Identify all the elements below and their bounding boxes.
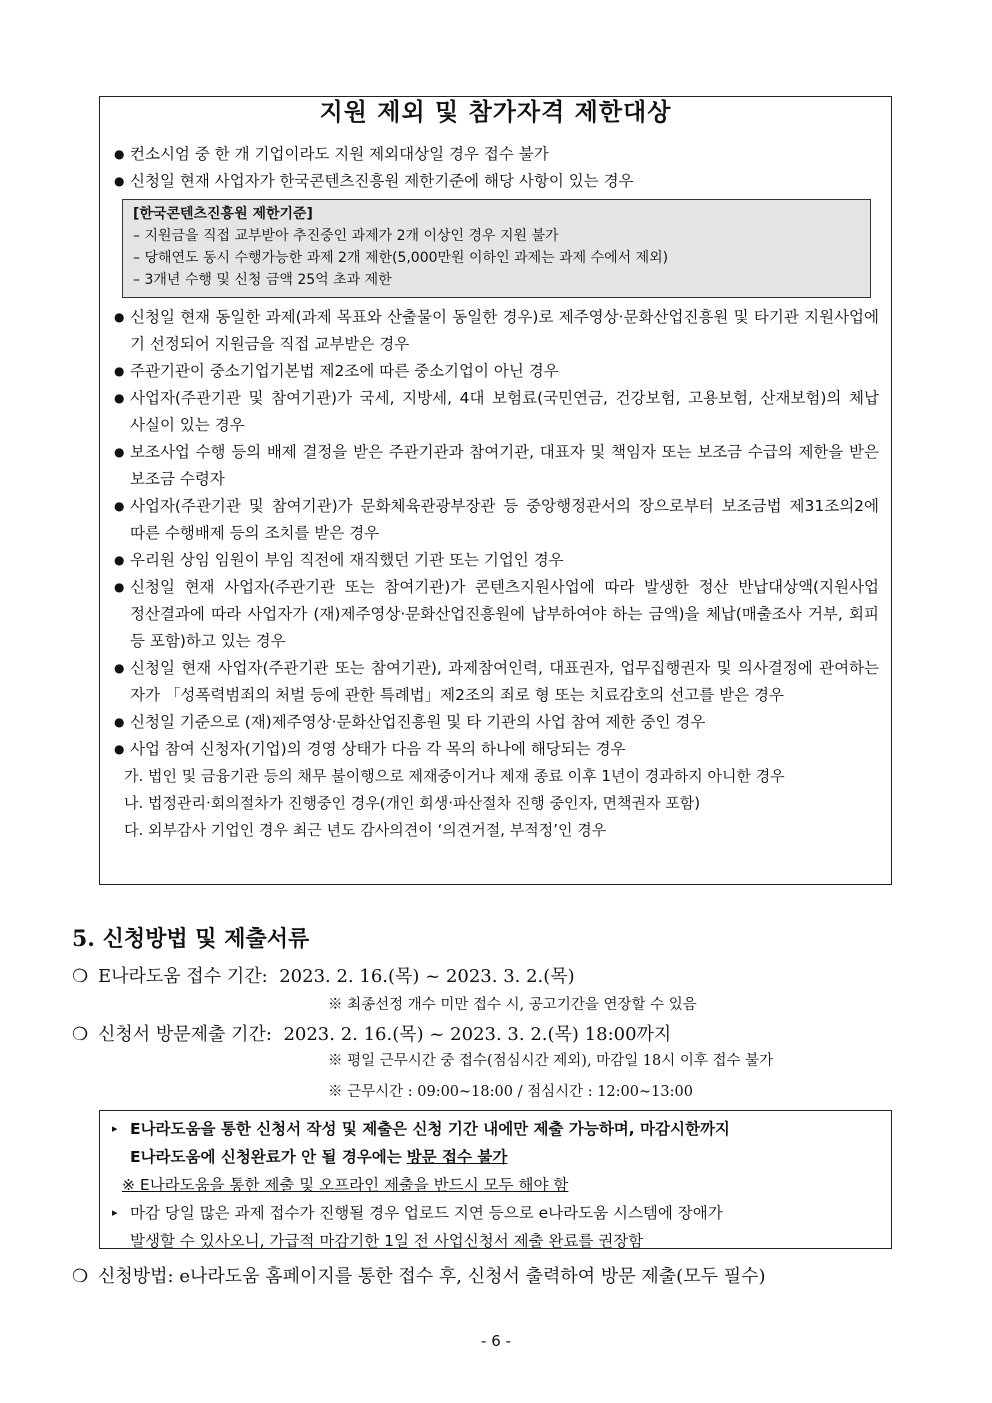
bullet-icon: ● bbox=[114, 661, 125, 675]
restriction-list bbox=[110, 141, 879, 844]
notice-item: ▸ E나라도움을 통한 신청서 작성 및 제출은 신청 기간 내에만 제출 가능하며, 마감시한까지 E나라도움에 신청완료가 안 될 경우에는 방문 접수 불가 bbox=[112, 1115, 881, 1171]
bullet-icon: ● bbox=[114, 445, 125, 459]
enara-note: ※ 최종선정 개수 미만 접수 시, 공고기간을 연장할 수 있음 bbox=[328, 997, 697, 1013]
circle-bullet-icon: ❍ bbox=[72, 966, 89, 987]
bullet-icon: ● bbox=[114, 580, 125, 594]
visit-note-hours: ※ 평일 근무시간 중 접수(점심시간 제외), 마감일 18시 이후 접수 불가 bbox=[328, 1053, 774, 1069]
list-item: ● 사업자(주관기관 및 참여기관)가 문화체육관광부장관 등 중앙행정관서의 장으로부터 보조금법 제31조의2에 따른 수행배제 등의 조치를 받은 경우 bbox=[110, 493, 879, 547]
kocca-criteria-box bbox=[122, 199, 871, 298]
method-line: ❍ 신청방법: e나라도움 홈페이지를 통한 접수 후, 신청서 출력하여 방문 제출(모두 필수) bbox=[72, 1266, 766, 1287]
notice-box bbox=[99, 1110, 892, 1249]
list-item: ● 주관기관이 중소기업기본법 제2조에 따른 중소기업이 아닌 경우 bbox=[110, 358, 879, 385]
kocca-line: – 당해연도 동시 수행가능한 과제 2개 제한(5,000만원 이하인 과제는 과제 수에서 제외) bbox=[133, 250, 669, 266]
restriction-box bbox=[99, 96, 892, 885]
visit-note-worktime: ※ 근무시간 : 09:00~18:00 / 점심시간 : 12:00~13:00 bbox=[328, 1084, 693, 1100]
visit-period-line: ❍ 신청서 방문제출 기간: 2023. 2. 16.(목) ~ 2023. 3. 2.(목) 18:00까지 bbox=[72, 1024, 672, 1045]
list-item: ● 신청일 현재 사업자가 한국콘텐츠진흥원 제한기준에 해당 사항이 있는 경우 bbox=[110, 168, 879, 195]
triangle-bullet-icon: ▸ bbox=[112, 1122, 118, 1135]
list-item: ● 사업 참여 신청자(기업)의 경영 상태가 다음 각 목의 하나에 해당되는 경우 bbox=[110, 736, 879, 763]
restriction-title: 지원 제외 및 참가자격 제한대상 bbox=[319, 98, 672, 126]
page-number: - 6 - bbox=[481, 1332, 511, 1350]
sub-item: 나. 법정관리·회의절차가 진행중인 경우(개인 회생·파산절차 진행 중인자, 면책권자 포함) bbox=[124, 794, 701, 812]
bullet-icon: ● bbox=[114, 174, 125, 188]
bullet-icon: ● bbox=[114, 499, 125, 513]
list-item: ● 사업자(주관기관 및 참여기관)가 국세, 지방세, 4대 보험료(국민연금, 건강보험, 고용보험, 산재보험)의 체납 사실이 있는 경우 bbox=[110, 385, 879, 439]
sub-item: 다. 외부감사 기업인 경우 최근 년도 감사의견이 ‘의견거절, 부적정’인 경우 bbox=[124, 821, 607, 839]
triangle-bullet-icon: ▸ bbox=[112, 1206, 118, 1219]
list-item: ● 컨소시엄 중 한 개 기업이라도 지원 제외대상일 경우 접수 불가 bbox=[110, 141, 879, 168]
enara-period-line: ❍ E나라도움 접수 기간: 2023. 2. 16.(목) ~ 2023. 3. 2.(목) bbox=[72, 966, 575, 987]
notice-item: ▸ 마감 당일 많은 과제 접수가 진행될 경우 업로드 지연 등으로 e나라도움 시스템에 장애가 발생할 수 있사오니, 가급적 마감기한 1일 전 사업신청서 제출 완료를 권장함 bbox=[112, 1199, 881, 1255]
circle-bullet-icon: ❍ bbox=[72, 1266, 89, 1287]
bullet-icon: ● bbox=[114, 364, 125, 378]
visit-not-allowed: 방문 접수 불가 bbox=[406, 1148, 508, 1166]
sub-item: 가. 법인 및 금융기관 등의 채무 불이행으로 제재중이거나 제재 종료 이후 1년이 경과하지 아니한 경우 bbox=[124, 767, 785, 785]
bullet-icon: ● bbox=[114, 715, 125, 729]
section-title: 5. 신청방법 및 제출서류 bbox=[72, 926, 310, 952]
kocca-line: – 3개년 수행 및 신청 금액 25억 초과 제한 bbox=[133, 272, 392, 288]
list-item: ● 신청일 현재 사업자(주관기관 또는 참여기관)가 콘텐츠지원사업에 따라 발생한 정산 반납대상액(지원사업 정산결과에 따라 사업자가 (재)제주영상·문화산업진흥원에 납부하여야 하는 금액)을 체납(매출조사 거부, 회피 등 포함)하고 있는 경우 bbox=[110, 574, 879, 655]
list-item: ● 신청일 현재 동일한 과제(과제 목표와 산출물이 동일한 경우)로 제주영상·문화산업진흥원 및 타기관 지원사업에 기 선정되어 지원금을 직접 교부받은 경우 bbox=[110, 304, 879, 358]
bullet-icon: ● bbox=[114, 147, 125, 161]
list-item: ● 보조사업 수행 등의 배제 결정을 받은 주관기관과 참여기관, 대표자 및 책임자 또는 보조금 수급의 제한을 받은 보조금 수령자 bbox=[110, 439, 879, 493]
bullet-icon: ● bbox=[114, 391, 125, 405]
kocca-heading: [한국콘텐츠진흥원 제한기준] bbox=[133, 206, 313, 222]
bullet-icon: ● bbox=[114, 310, 125, 324]
list-item: ● 신청일 기준으로 (재)제주영상·문화산업진흥원 및 타 기관의 사업 참여 제한 중인 경우 bbox=[110, 709, 879, 736]
bullet-icon: ● bbox=[114, 553, 125, 567]
notice-note: ※ E나라도움을 통한 제출 및 오프라인 제출을 반드시 모두 해야 함 bbox=[122, 1176, 569, 1194]
circle-bullet-icon: ❍ bbox=[72, 1024, 89, 1045]
bullet-icon: ● bbox=[114, 742, 125, 756]
kocca-line: – 지원금을 직접 교부받아 추진중인 과제가 2개 이상인 경우 지원 불가 bbox=[133, 228, 559, 244]
list-item: ● 우리원 상임 임원이 부임 직전에 재직했던 기관 또는 기업인 경우 bbox=[110, 547, 879, 574]
list-item: ● 신청일 현재 사업자(주관기관 또는 참여기관), 과제참여인력, 대표권자, 업무집행권자 및 의사결정에 관여하는 자가 「성폭력범죄의 처벌 등에 관한 특례법」제2조의 죄로 형 또는 치료감호의 선고를 받은 경우 bbox=[110, 655, 879, 709]
